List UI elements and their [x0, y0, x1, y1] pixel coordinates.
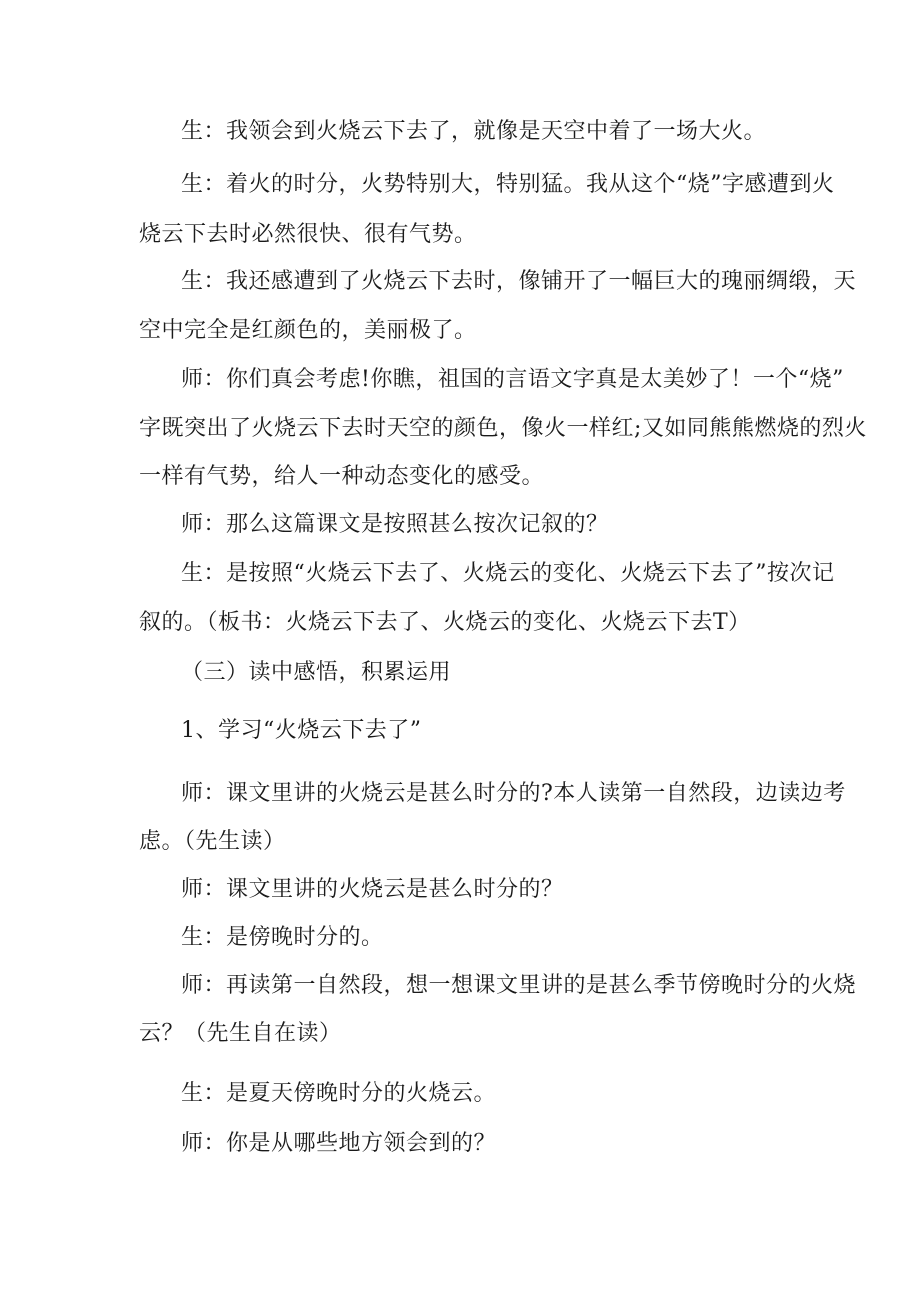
paragraph-line: 生：是夏天傍晚时分的火烧云。 — [181, 1081, 497, 1106]
paragraph-line: 生：是按照“火烧云下去了、火烧云的变化、火烧云下去了”按次记 — [181, 561, 835, 586]
paragraph-line: 师：你是从哪些地方领会到的？ — [181, 1131, 497, 1156]
paragraph-line: 师：你们真会考虑!你瞧，祖国的言语文字真是太美妙了！一个“烧” — [181, 367, 844, 392]
paragraph-line: 虑。（先生读） — [139, 829, 286, 854]
paragraph-line: 一样有气势，给人一种动态变化的感受。 — [139, 464, 545, 489]
paragraph-line: 云？（先生自在读） — [139, 1021, 342, 1046]
paragraph-line: 空中完全是红颜色的，美丽极了。 — [139, 318, 477, 343]
paragraph-line: 叙的。（板书：火烧云下去了、火烧云的变化、火烧云下去T） — [139, 610, 751, 635]
paragraph-line: 生：着火的时分，火势特别大，特别猛。我从这个“烧”字感遭到火 — [181, 172, 835, 197]
paragraph-line: 生：我还感遭到了火烧云下去时，像铺开了一幅巨大的瑰丽绸缎，天 — [181, 269, 857, 294]
paragraph-line: 生：是傍晚时分的。 — [181, 925, 384, 950]
paragraph-line: 师：课文里讲的火烧云是甚么时分的?本人读第一自然段，边读边考 — [181, 781, 846, 806]
paragraph-line: 师：那么这篇课文是按照甚么按次记叙的？ — [181, 512, 609, 537]
paragraph-line: 师：课文里讲的火烧云是甚么时分的？ — [181, 877, 564, 902]
section-heading: （三）读中感悟，积累运用 — [181, 660, 452, 685]
paragraph-line: 烧云下去时必然很快、很有气势。 — [139, 222, 477, 247]
subsection-heading: 1、学习“火烧云下去了” — [181, 718, 422, 743]
paragraph-line: 生：我领会到火烧云下去了，就像是天空中着了一场大火。 — [181, 119, 767, 144]
paragraph-line: 字既突出了火烧云下去时天空的颜色，像火一样红;又如同熊熊燃烧的烈火 — [139, 416, 867, 441]
paragraph-line: 师：再读第一自然段，想一想课文里讲的是甚么季节傍晚时分的火烧 — [181, 973, 857, 998]
